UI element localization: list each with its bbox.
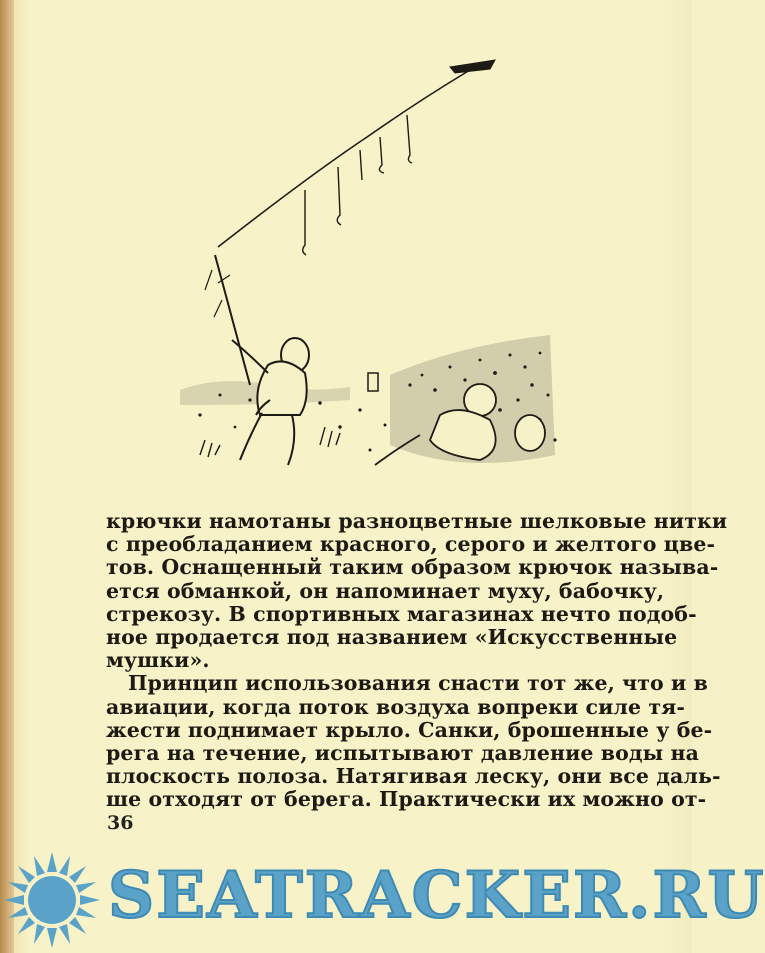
- ground-texture: [180, 335, 555, 463]
- text-line: крючки намотаны разноцветные шелковые нитки: [106, 509, 728, 533]
- text-line: мушки».: [106, 648, 210, 673]
- text-line: жести поднимает крыло. Санки, брошенные у бе-: [106, 717, 713, 742]
- text-line: плоскость полоза. Натягивая леску, они все даль-: [106, 764, 721, 789]
- text-line: ется обманкой, он напоминает муху, бабочку,: [106, 578, 665, 603]
- text-line: тов. Оснащенный таким образом крючок называ-: [106, 555, 719, 580]
- body-text: [106, 509, 728, 812]
- text-line: ное продается под названием «Искусственные: [106, 625, 678, 650]
- text-line: ше отходят от берега. Практически их можно от-: [106, 787, 707, 812]
- watermark-text: SEATRACKER.RU: [108, 858, 765, 933]
- text-line: с преобладанием красного, серого и желтого цве-: [106, 532, 716, 557]
- book-spine-edge: [0, 0, 14, 953]
- text-line: стрекозу. В спортивных магазинах нечто подоб-: [106, 601, 697, 626]
- text-line: авиации, когда поток воздуха вопреки силе тя-: [106, 694, 686, 719]
- text-line: рега на течение, испытывают давление воды на: [106, 741, 700, 766]
- text-line: Принцип использования снасти тот же, что и в: [128, 671, 708, 696]
- page-number: 36: [107, 812, 134, 834]
- fishing-illustration: [160, 55, 580, 495]
